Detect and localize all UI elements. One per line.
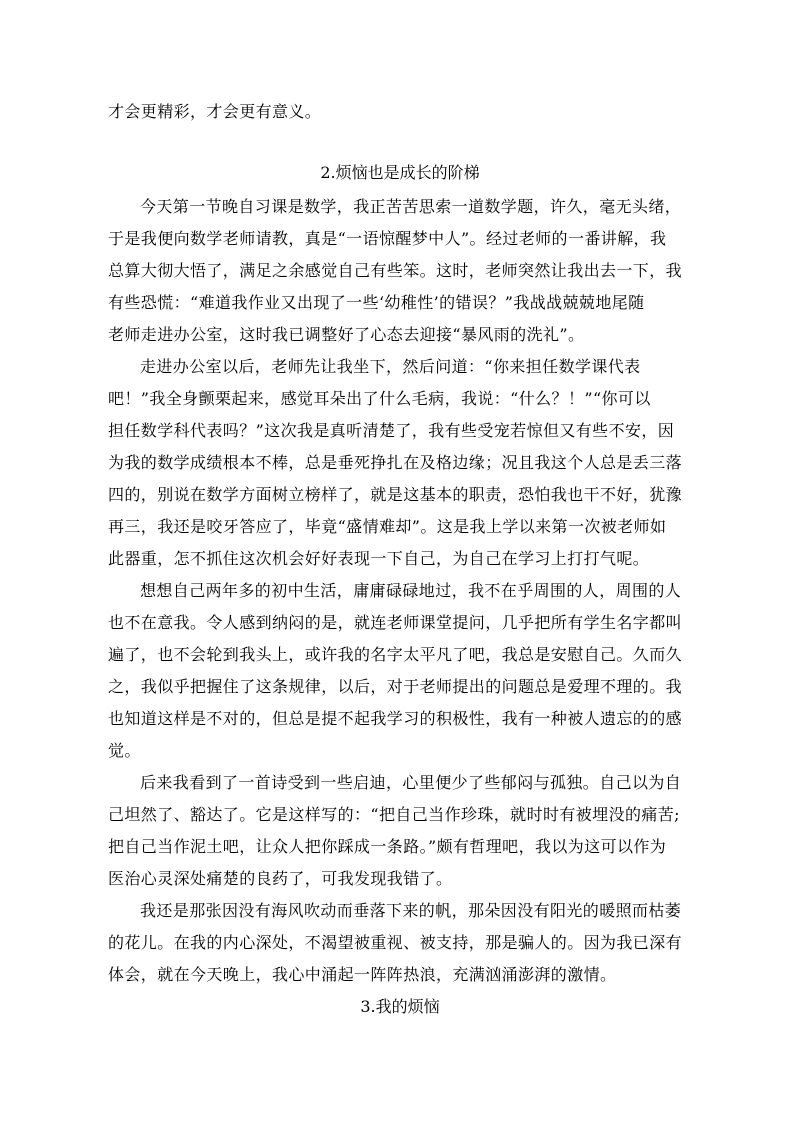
text-line: 有些恐慌：“难道我作业又出现了一些‘幼稚性’的错误？”我战战兢兢地尾随 bbox=[108, 293, 645, 312]
text-line: 把自己当作泥土吧，让众人把你踩成一条路。”颇有哲理吧，我以为这可以作为 bbox=[108, 837, 667, 856]
text-line: 走进办公室以后，老师先让我坐下，然后问道：“你来担任数学课代表 bbox=[140, 357, 641, 376]
intro-paragraph bbox=[108, 96, 692, 128]
text-line: 四的，别说在数学方面树立榜样了，就是这基本的职责，恐怕我也干不好，犹豫 bbox=[108, 485, 683, 504]
paragraph bbox=[108, 767, 692, 895]
text-line: 医治心灵深处痛楚的良药了，可我发现我错了。 bbox=[108, 869, 453, 888]
paragraph bbox=[108, 575, 692, 767]
text-line: 今天第一节晚自习课是数学，我正苦苦思索一道数学题，许久，毫无头绪， bbox=[140, 197, 682, 216]
text-line: 此器重，怎不抓住这次机会好好表现一下自己，为自己在学习上打打气呢。 bbox=[108, 549, 650, 568]
text-line: 己坦然了、豁达了。它是这样写的：“把自己当作珍珠，就时时有被埋没的痛苦; bbox=[108, 805, 680, 824]
paragraph bbox=[108, 895, 692, 991]
text-line: 我还是那张因没有海风吹动而垂落下来的帆，那朵因没有阳光的暖照而枯萎 bbox=[140, 901, 682, 920]
text-line: 为我的数学成绩根本不棒，总是垂死挣扎在及格边缘；况且我这个人总是丢三落 bbox=[108, 453, 683, 472]
section-body bbox=[108, 191, 692, 1023]
text-line: 才会更精彩，才会更有意义。 bbox=[108, 102, 322, 121]
text-line: 老师走进办公室，这时我已调整好了心态去迎接“暴风雨的洗礼”。 bbox=[108, 325, 585, 344]
text-line: 后来我看到了一首诗受到一些启迪，心里便少了些郁闷与孤独。自己以为自 bbox=[140, 773, 682, 792]
text-line: 再三，我还是咬牙答应了，毕竟“盛情难却”。这是我上学以来第一次被老师如 bbox=[108, 517, 667, 536]
section-heading: 2.烦恼也是成长的阶梯 bbox=[320, 163, 480, 182]
text-line: 于是我便向数学老师请教，真是“一语惊醒梦中人”。经过老师的一番讲解，我 bbox=[108, 229, 667, 248]
text-line: 也知道这样是不对的，但总是提不起我学习的积极性，我有一种被人遗忘的的感 bbox=[108, 709, 683, 728]
text-line: 之，我似乎把握住了这条规律，以后，对于老师提出的问题总是爱理不理的。我 bbox=[108, 677, 683, 696]
text-line: 的花儿。在我的内心深处，不渴望被重视、被支持，那是骗人的。因为我已深有 bbox=[108, 933, 683, 952]
text-line: 觉。 bbox=[108, 741, 141, 760]
text-line: 想想自己两年多的初中生活，庸庸碌碌地过，我不在乎周围的人，周围的人 bbox=[140, 581, 682, 600]
text-line: 遍了，也不会轮到我头上，或许我的名字太平凡了吧，我总是安慰自己。久而久 bbox=[108, 645, 683, 664]
section-heading: 3.我的烦恼 bbox=[360, 997, 440, 1016]
text-line: 吧！”我全身颤栗起来，感觉耳朵出了什么毛病，我说：“什么？！”“你可以 bbox=[108, 389, 651, 408]
paragraph bbox=[108, 191, 692, 351]
text-line: 担任数学科代表吗？”这次我是真听清楚了，我有些受宠若惊但又有些不安，因 bbox=[108, 421, 675, 440]
text-line: 总算大彻大悟了，满足之余感觉自己有些笨。这时，老师突然让我出去一下，我 bbox=[108, 261, 683, 280]
text-line: 也不在意我。令人感到纳闷的是，就连老师课堂提问，几乎把所有学生名字都叫 bbox=[108, 613, 683, 632]
text-line: 体会，就在今天晚上，我心中涌起一阵阵热浪，充满汹涌澎湃的激情。 bbox=[108, 965, 617, 984]
paragraph bbox=[108, 351, 692, 575]
